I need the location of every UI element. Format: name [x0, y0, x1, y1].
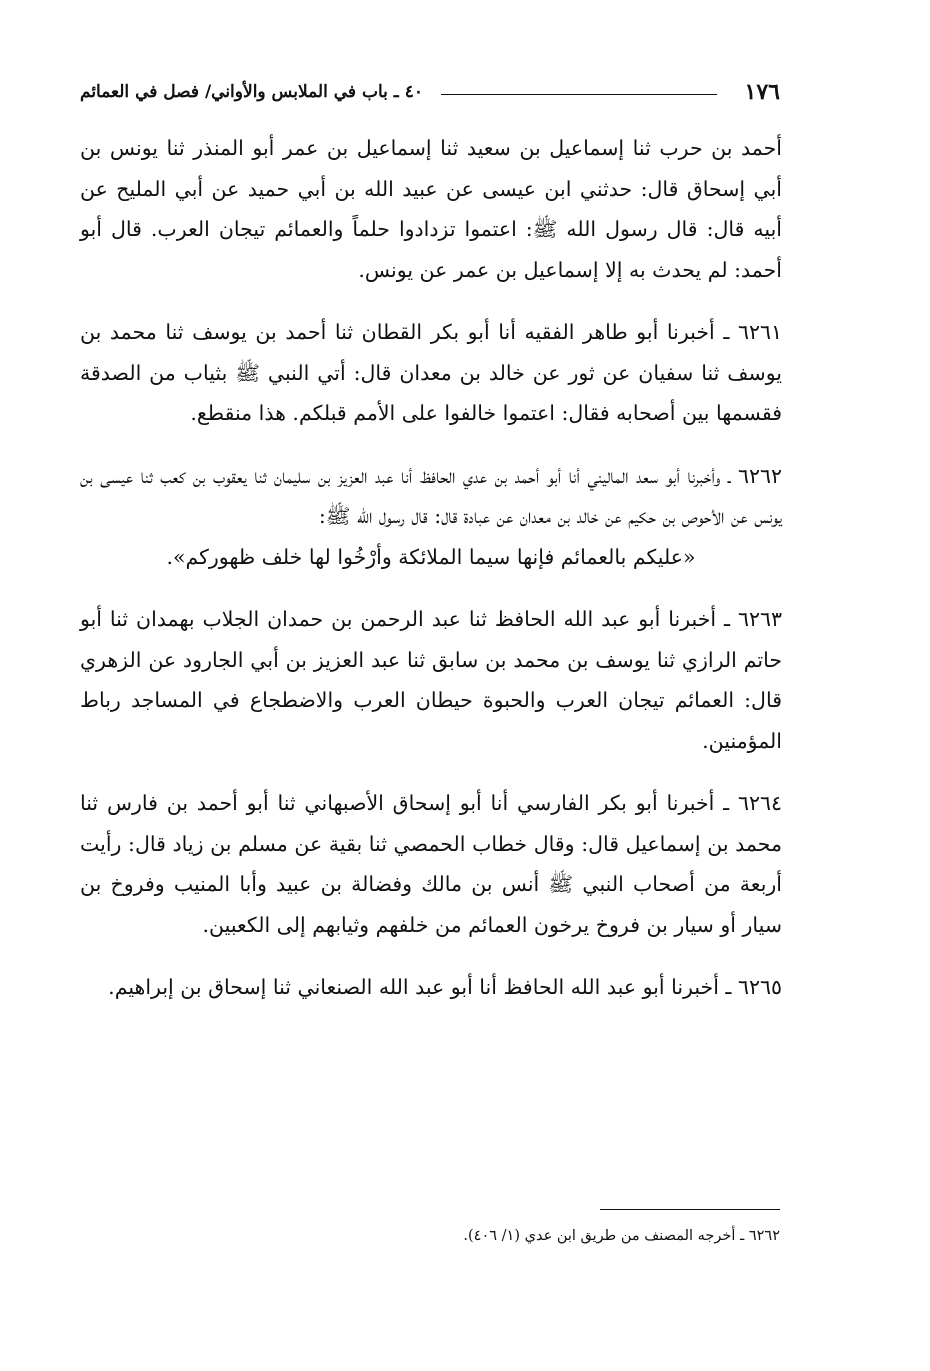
hadith-quote: «عليكم بالعمائم فإنها سيما الملائكة وأرْخُوا لها خلف ظهوركم». — [166, 544, 696, 569]
paragraph: ٦٢٦٥ ـ أخبرنا أبو عبد الله الحافظ أنا أبو عبد الله الصنعاني ثنا إسحاق بن إبراهيم. — [108, 975, 782, 999]
page-number: ١٧٦ — [744, 79, 780, 105]
paragraph: ٦٢٦٣ ـ أخبرنا أبو عبد الله الحافظ ثنا عبد الرحمن بن حمدان الجلاب بهمدان ثنا أبو حاتم الرازي ثنا يوسف بن محمد بن سابق ثنا عبد العزيز بن أبي الجارود عن الزهري قال: العمائم تيجان العرب والحبوة حيطان العرب والاضطجاع في المساجد رباط المؤمنين. — [80, 607, 782, 753]
paragraph: ٦٢٦٢ ـ وأخبرنا أبو سعد الماليني أنا أبو أحمد بن عدي الحافظ أنا عبد العزيز بن سليمان ثنا يعقوب بن كعب ثنا عيسى بن يونس عن الأحوص بن حكيم عن خالد بن معدان عن عبادة قال: قال رسول الله ﷺ: — [80, 463, 782, 528]
paragraph: ٦٢٦١ ـ أخبرنا أبو طاهر الفقيه أنا أبو بكر القطان ثنا أحمد بن يوسف ثنا محمد بن يوسف ثنا سفيان عن ثور عن خالد بن معدان قال: أتي النبي ﷺ بثياب من الصدقة فقسمها بين أصحابه فقال: اعتموا خالفوا على الأمم قبلكم. هذا منقطع. — [80, 320, 782, 425]
footnote: ٦٢٦٢ ـ أخرجه المصنف من طريق ابن عدي (١/ ٤٠٦). — [463, 1228, 780, 1244]
footnote-rule — [600, 1209, 780, 1210]
page-header — [80, 72, 780, 112]
running-title: ٤٠ ـ باب في الملابس والأواني/ فصل في العمائم — [80, 82, 423, 102]
paragraph: ٦٢٦٤ ـ أخبرنا أبو بكر الفارسي أنا أبو إسحاق الأصبهاني ثنا أبو أحمد بن فارس ثنا محمد بن إسماعيل قال: وقال خطاب الحمصي ثنا بقية عن مسلم بن زياد قال: رأيت أربعة من أصحاب النبي ﷺ أنس بن مالك وفضالة بن عبيد وأبا المنيب وفروخ بن سيار أو سيار بن فروخ يرخون العمائم من خلفهم وثيابهم إلى الكعبين. — [80, 791, 782, 937]
body-text — [80, 128, 782, 1030]
header-rule — [441, 94, 717, 95]
paragraph: أحمد بن حرب ثنا إسماعيل بن سعيد ثنا إسماعيل بن عمر أبو المنذر ثنا يونس بن أبي إسحاق قال: حدثني ابن عيسى عن عبيد الله بن أبي حميد عن أبي المليح عن أبيه قال: قال رسول الله ﷺ: اعتموا تزدادوا حلماً والعمائم تيجان العرب. قال أبو أحمد: لم يحدث به إلا إسماعيل بن عمر عن يونس. — [80, 136, 782, 282]
